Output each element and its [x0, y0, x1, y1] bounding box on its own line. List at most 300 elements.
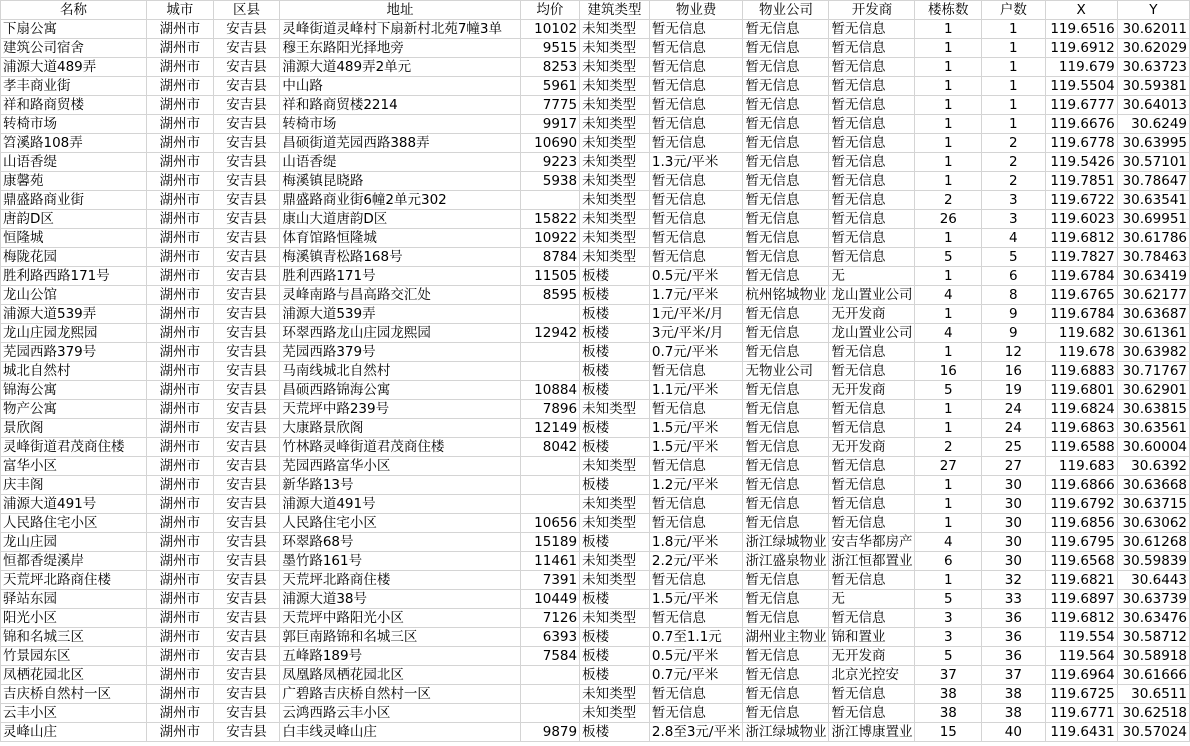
header-name[interactable]: 名称 [1, 1, 147, 20]
cell-y[interactable]: 30.78647 [1117, 172, 1189, 191]
cell-property-fee[interactable]: 1.5元/平米 [649, 590, 743, 609]
cell-y[interactable]: 30.62177 [1117, 286, 1189, 305]
cell-address[interactable]: 灵峰街道灵峰村下扇新村北苑7幢3单 [280, 20, 520, 39]
cell-x[interactable]: 119.6863 [1045, 419, 1117, 438]
cell-building-count[interactable]: 1 [915, 267, 982, 286]
cell-avg-price[interactable]: 7896 [520, 400, 580, 419]
cell-household-count[interactable]: 24 [982, 400, 1046, 419]
cell-y[interactable]: 30.60004 [1117, 438, 1189, 457]
cell-y[interactable]: 30.63815 [1117, 400, 1189, 419]
cell-address[interactable]: 穆王东路阳光择地旁 [280, 39, 520, 58]
cell-district[interactable]: 安吉县 [213, 666, 280, 685]
cell-property-company[interactable]: 暂无信息 [743, 191, 829, 210]
cell-avg-price[interactable] [520, 457, 580, 476]
cell-property-company[interactable]: 浙江绿城物业 [743, 723, 829, 742]
cell-household-count[interactable]: 2 [982, 153, 1046, 172]
cell-building-type[interactable]: 未知类型 [580, 248, 650, 267]
cell-x[interactable]: 119.6568 [1045, 552, 1117, 571]
cell-y[interactable]: 30.58918 [1117, 647, 1189, 666]
cell-x[interactable]: 119.7827 [1045, 248, 1117, 267]
cell-address[interactable]: 浦源大道489弄2单元 [280, 58, 520, 77]
cell-property-fee[interactable]: 0.5元/平米 [649, 647, 743, 666]
cell-name[interactable]: 唐韵D区 [1, 210, 147, 229]
cell-name[interactable]: 下扇公寓 [1, 20, 147, 39]
cell-building-count[interactable]: 1 [915, 172, 982, 191]
cell-household-count[interactable]: 1 [982, 20, 1046, 39]
cell-building-type[interactable]: 板楼 [580, 343, 650, 362]
cell-property-fee[interactable]: 0.7元/平米 [649, 666, 743, 685]
cell-x[interactable]: 119.6784 [1045, 267, 1117, 286]
cell-building-count[interactable]: 5 [915, 590, 982, 609]
cell-x[interactable]: 119.6676 [1045, 115, 1117, 134]
cell-city[interactable]: 湖州市 [147, 590, 214, 609]
cell-property-fee[interactable]: 2.2元/平米 [649, 552, 743, 571]
cell-building-count[interactable]: 2 [915, 438, 982, 457]
cell-building-type[interactable]: 未知类型 [580, 39, 650, 58]
cell-name[interactable]: 浦源大道491号 [1, 495, 147, 514]
cell-building-count[interactable]: 1 [915, 115, 982, 134]
cell-property-fee[interactable]: 暂无信息 [649, 58, 743, 77]
cell-developer[interactable]: 暂无信息 [829, 495, 915, 514]
cell-city[interactable]: 湖州市 [147, 210, 214, 229]
cell-household-count[interactable]: 19 [982, 381, 1046, 400]
cell-avg-price[interactable]: 8253 [520, 58, 580, 77]
cell-household-count[interactable]: 36 [982, 609, 1046, 628]
cell-avg-price[interactable]: 10102 [520, 20, 580, 39]
cell-city[interactable]: 湖州市 [147, 77, 214, 96]
cell-x[interactable]: 119.678 [1045, 343, 1117, 362]
cell-building-type[interactable]: 未知类型 [580, 400, 650, 419]
cell-name[interactable]: 锦和名城三区 [1, 628, 147, 647]
cell-household-count[interactable]: 8 [982, 286, 1046, 305]
cell-x[interactable]: 119.6866 [1045, 476, 1117, 495]
cell-avg-price[interactable]: 5961 [520, 77, 580, 96]
cell-address[interactable]: 芜园西路379号 [280, 343, 520, 362]
cell-district[interactable]: 安吉县 [213, 533, 280, 552]
cell-avg-price[interactable]: 7126 [520, 609, 580, 628]
cell-address[interactable]: 白丰线灵峰山庄 [280, 723, 520, 742]
cell-address[interactable]: 环翠路68号 [280, 533, 520, 552]
cell-property-fee[interactable]: 暂无信息 [649, 248, 743, 267]
cell-property-company[interactable]: 暂无信息 [743, 58, 829, 77]
cell-district[interactable]: 安吉县 [213, 457, 280, 476]
cell-district[interactable]: 安吉县 [213, 685, 280, 704]
cell-developer[interactable]: 暂无信息 [829, 571, 915, 590]
cell-address[interactable]: 祥和路商贸楼2214 [280, 96, 520, 115]
cell-y[interactable]: 30.62518 [1117, 704, 1189, 723]
cell-y[interactable]: 30.62901 [1117, 381, 1189, 400]
cell-name[interactable]: 恒都香缇溪岸 [1, 552, 147, 571]
cell-district[interactable]: 安吉县 [213, 286, 280, 305]
cell-developer[interactable]: 无开发商 [829, 381, 915, 400]
cell-name[interactable]: 鼎盛路商业街 [1, 191, 147, 210]
cell-building-count[interactable]: 5 [915, 381, 982, 400]
cell-district[interactable]: 安吉县 [213, 20, 280, 39]
cell-household-count[interactable]: 1 [982, 77, 1046, 96]
cell-building-type[interactable]: 板楼 [580, 628, 650, 647]
cell-avg-price[interactable]: 11461 [520, 552, 580, 571]
cell-x[interactable]: 119.7851 [1045, 172, 1117, 191]
cell-district[interactable]: 安吉县 [213, 400, 280, 419]
cell-address[interactable]: 天荒坪中路阳光小区 [280, 609, 520, 628]
cell-address[interactable]: 胜利西路171号 [280, 267, 520, 286]
cell-district[interactable]: 安吉县 [213, 362, 280, 381]
cell-property-company[interactable]: 暂无信息 [743, 666, 829, 685]
cell-city[interactable]: 湖州市 [147, 533, 214, 552]
cell-property-company[interactable]: 暂无信息 [743, 324, 829, 343]
cell-y[interactable]: 30.63561 [1117, 419, 1189, 438]
cell-y[interactable]: 30.69951 [1117, 210, 1189, 229]
cell-building-count[interactable]: 16 [915, 362, 982, 381]
cell-avg-price[interactable] [520, 666, 580, 685]
cell-property-fee[interactable]: 暂无信息 [649, 77, 743, 96]
cell-avg-price[interactable]: 8784 [520, 248, 580, 267]
cell-name[interactable]: 竹景园东区 [1, 647, 147, 666]
cell-district[interactable]: 安吉县 [213, 229, 280, 248]
cell-property-fee[interactable]: 暂无信息 [649, 39, 743, 58]
cell-district[interactable]: 安吉县 [213, 381, 280, 400]
cell-city[interactable]: 湖州市 [147, 191, 214, 210]
cell-household-count[interactable]: 30 [982, 495, 1046, 514]
cell-x[interactable]: 119.6725 [1045, 685, 1117, 704]
cell-property-company[interactable]: 浙江盛泉物业 [743, 552, 829, 571]
cell-address[interactable]: 昌硕西路锦海公寓 [280, 381, 520, 400]
cell-x[interactable]: 119.554 [1045, 628, 1117, 647]
cell-city[interactable]: 湖州市 [147, 229, 214, 248]
cell-developer[interactable]: 无开发商 [829, 647, 915, 666]
cell-name[interactable]: 芜园西路379号 [1, 343, 147, 362]
cell-building-type[interactable]: 未知类型 [580, 571, 650, 590]
cell-avg-price[interactable]: 15822 [520, 210, 580, 229]
cell-city[interactable]: 湖州市 [147, 438, 214, 457]
cell-household-count[interactable]: 32 [982, 571, 1046, 590]
cell-developer[interactable]: 暂无信息 [829, 191, 915, 210]
cell-name[interactable]: 凤栖花园北区 [1, 666, 147, 685]
cell-address[interactable]: 梅溪镇昆晓路 [280, 172, 520, 191]
cell-address[interactable]: 昌硕街道芜园西路388弄 [280, 134, 520, 153]
cell-address[interactable]: 转椅市场 [280, 115, 520, 134]
cell-building-type[interactable]: 未知类型 [580, 115, 650, 134]
cell-avg-price[interactable]: 10884 [520, 381, 580, 400]
cell-building-count[interactable]: 15 [915, 723, 982, 742]
cell-x[interactable]: 119.6824 [1045, 400, 1117, 419]
cell-x[interactable]: 119.5504 [1045, 77, 1117, 96]
cell-y[interactable]: 30.64013 [1117, 96, 1189, 115]
cell-developer[interactable]: 无 [829, 267, 915, 286]
cell-household-count[interactable]: 36 [982, 628, 1046, 647]
cell-building-count[interactable]: 1 [915, 39, 982, 58]
cell-y[interactable]: 30.63541 [1117, 191, 1189, 210]
cell-city[interactable]: 湖州市 [147, 723, 214, 742]
cell-city[interactable]: 湖州市 [147, 305, 214, 324]
cell-district[interactable]: 安吉县 [213, 590, 280, 609]
cell-property-fee[interactable]: 暂无信息 [649, 704, 743, 723]
cell-property-fee[interactable]: 1.2元/平米 [649, 476, 743, 495]
cell-address[interactable]: 大康路景欣阁 [280, 419, 520, 438]
cell-building-count[interactable]: 1 [915, 305, 982, 324]
cell-name[interactable]: 祥和路商贸楼 [1, 96, 147, 115]
cell-name[interactable]: 孝丰商业街 [1, 77, 147, 96]
cell-developer[interactable]: 北京光控安 [829, 666, 915, 685]
cell-city[interactable]: 湖州市 [147, 628, 214, 647]
cell-property-fee[interactable]: 1.5元/平米 [649, 419, 743, 438]
cell-city[interactable]: 湖州市 [147, 457, 214, 476]
cell-city[interactable]: 湖州市 [147, 362, 214, 381]
cell-city[interactable]: 湖州市 [147, 134, 214, 153]
cell-y[interactable]: 30.59381 [1117, 77, 1189, 96]
cell-developer[interactable]: 暂无信息 [829, 134, 915, 153]
cell-district[interactable]: 安吉县 [213, 419, 280, 438]
cell-developer[interactable]: 暂无信息 [829, 514, 915, 533]
cell-property-fee[interactable]: 暂无信息 [649, 20, 743, 39]
cell-name[interactable]: 梅陇花园 [1, 248, 147, 267]
cell-household-count[interactable]: 4 [982, 229, 1046, 248]
cell-name[interactable]: 胜利路西路171号 [1, 267, 147, 286]
cell-developer[interactable]: 暂无信息 [829, 229, 915, 248]
cell-city[interactable]: 湖州市 [147, 495, 214, 514]
cell-avg-price[interactable]: 8042 [520, 438, 580, 457]
cell-property-company[interactable]: 暂无信息 [743, 77, 829, 96]
cell-address[interactable]: 梅溪镇青松路168号 [280, 248, 520, 267]
cell-building-count[interactable]: 1 [915, 153, 982, 172]
cell-property-company[interactable]: 暂无信息 [743, 267, 829, 286]
cell-property-company[interactable]: 暂无信息 [743, 704, 829, 723]
cell-property-company[interactable]: 暂无信息 [743, 343, 829, 362]
header-developer[interactable]: 开发商 [829, 1, 915, 20]
cell-building-type[interactable]: 板楼 [580, 362, 650, 381]
cell-city[interactable]: 湖州市 [147, 381, 214, 400]
cell-building-count[interactable]: 37 [915, 666, 982, 685]
cell-name[interactable]: 驿站东园 [1, 590, 147, 609]
cell-address[interactable]: 鼎盛路商业街6幢2单元302 [280, 191, 520, 210]
header-avg-price[interactable]: 均价 [520, 1, 580, 20]
cell-building-count[interactable]: 6 [915, 552, 982, 571]
cell-avg-price[interactable] [520, 685, 580, 704]
cell-x[interactable]: 119.6883 [1045, 362, 1117, 381]
cell-developer[interactable]: 暂无信息 [829, 115, 915, 134]
cell-name[interactable]: 天荒坪北路商住楼 [1, 571, 147, 590]
cell-name[interactable]: 转椅市场 [1, 115, 147, 134]
cell-x[interactable]: 119.564 [1045, 647, 1117, 666]
cell-district[interactable]: 安吉县 [213, 476, 280, 495]
cell-developer[interactable]: 暂无信息 [829, 685, 915, 704]
cell-property-company[interactable]: 暂无信息 [743, 39, 829, 58]
cell-name[interactable]: 康馨苑 [1, 172, 147, 191]
header-address[interactable]: 地址 [280, 1, 520, 20]
cell-y[interactable]: 30.59839 [1117, 552, 1189, 571]
cell-building-type[interactable]: 板楼 [580, 381, 650, 400]
cell-building-count[interactable]: 38 [915, 685, 982, 704]
cell-property-fee[interactable]: 1.1元/平米 [649, 381, 743, 400]
cell-avg-price[interactable] [520, 343, 580, 362]
cell-building-count[interactable]: 4 [915, 286, 982, 305]
cell-name[interactable]: 龙山庄园 [1, 533, 147, 552]
cell-y[interactable]: 30.63062 [1117, 514, 1189, 533]
cell-y[interactable]: 30.61666 [1117, 666, 1189, 685]
cell-household-count[interactable]: 2 [982, 172, 1046, 191]
cell-district[interactable]: 安吉县 [213, 77, 280, 96]
cell-building-type[interactable]: 未知类型 [580, 172, 650, 191]
cell-name[interactable]: 龙山庄园龙熙园 [1, 324, 147, 343]
cell-district[interactable]: 安吉县 [213, 438, 280, 457]
cell-y[interactable]: 30.6511 [1117, 685, 1189, 704]
cell-y[interactable]: 30.6392 [1117, 457, 1189, 476]
cell-name[interactable]: 建筑公司宿舍 [1, 39, 147, 58]
cell-x[interactable]: 119.6722 [1045, 191, 1117, 210]
cell-district[interactable]: 安吉县 [213, 647, 280, 666]
cell-name[interactable]: 灵峰山庄 [1, 723, 147, 742]
cell-developer[interactable]: 暂无信息 [829, 39, 915, 58]
cell-property-company[interactable]: 暂无信息 [743, 647, 829, 666]
cell-developer[interactable]: 暂无信息 [829, 419, 915, 438]
cell-name[interactable]: 阳光小区 [1, 609, 147, 628]
cell-city[interactable]: 湖州市 [147, 286, 214, 305]
cell-household-count[interactable]: 40 [982, 723, 1046, 742]
cell-developer[interactable]: 暂无信息 [829, 20, 915, 39]
cell-district[interactable]: 安吉县 [213, 153, 280, 172]
cell-city[interactable]: 湖州市 [147, 514, 214, 533]
cell-property-fee[interactable]: 暂无信息 [649, 457, 743, 476]
cell-avg-price[interactable]: 7584 [520, 647, 580, 666]
cell-property-fee[interactable]: 暂无信息 [649, 514, 743, 533]
cell-developer[interactable]: 暂无信息 [829, 210, 915, 229]
cell-property-company[interactable]: 暂无信息 [743, 20, 829, 39]
cell-property-company[interactable]: 暂无信息 [743, 514, 829, 533]
cell-district[interactable]: 安吉县 [213, 210, 280, 229]
cell-property-company[interactable]: 湖州业主物业 [743, 628, 829, 647]
cell-building-type[interactable]: 未知类型 [580, 96, 650, 115]
cell-y[interactable]: 30.63476 [1117, 609, 1189, 628]
cell-city[interactable]: 湖州市 [147, 248, 214, 267]
cell-property-fee[interactable]: 3元/平米/月 [649, 324, 743, 343]
cell-avg-price[interactable]: 10922 [520, 229, 580, 248]
cell-x[interactable]: 119.6588 [1045, 438, 1117, 457]
cell-household-count[interactable]: 27 [982, 457, 1046, 476]
cell-address[interactable]: 凤凰路凤栖花园北区 [280, 666, 520, 685]
cell-city[interactable]: 湖州市 [147, 20, 214, 39]
cell-developer[interactable]: 浙江博康置业 [829, 723, 915, 742]
cell-city[interactable]: 湖州市 [147, 685, 214, 704]
cell-y[interactable]: 30.57024 [1117, 723, 1189, 742]
cell-household-count[interactable]: 36 [982, 647, 1046, 666]
cell-property-fee[interactable]: 暂无信息 [649, 229, 743, 248]
cell-building-count[interactable]: 1 [915, 96, 982, 115]
cell-district[interactable]: 安吉县 [213, 39, 280, 58]
cell-x[interactable]: 119.6023 [1045, 210, 1117, 229]
cell-building-count[interactable]: 1 [915, 495, 982, 514]
cell-y[interactable]: 30.63995 [1117, 134, 1189, 153]
cell-y[interactable]: 30.6443 [1117, 571, 1189, 590]
cell-city[interactable]: 湖州市 [147, 704, 214, 723]
cell-address[interactable]: 广碧路吉庆桥自然村一区 [280, 685, 520, 704]
cell-property-fee[interactable]: 0.7至1.1元 [649, 628, 743, 647]
cell-building-count[interactable]: 4 [915, 533, 982, 552]
cell-building-type[interactable]: 未知类型 [580, 210, 650, 229]
cell-x[interactable]: 119.679 [1045, 58, 1117, 77]
cell-address[interactable]: 新华路13号 [280, 476, 520, 495]
cell-address[interactable]: 马南线城北自然村 [280, 362, 520, 381]
cell-building-type[interactable]: 未知类型 [580, 609, 650, 628]
cell-building-count[interactable]: 4 [915, 324, 982, 343]
cell-building-count[interactable]: 1 [915, 77, 982, 96]
cell-address[interactable]: 灵峰南路与昌高路交汇处 [280, 286, 520, 305]
cell-property-fee[interactable]: 1元/平米/月 [649, 305, 743, 324]
cell-city[interactable]: 湖州市 [147, 324, 214, 343]
cell-avg-price[interactable]: 10449 [520, 590, 580, 609]
cell-property-company[interactable]: 无物业公司 [743, 362, 829, 381]
cell-developer[interactable]: 暂无信息 [829, 58, 915, 77]
cell-building-count[interactable]: 1 [915, 20, 982, 39]
header-property-fee[interactable]: 物业费 [649, 1, 743, 20]
cell-district[interactable]: 安吉县 [213, 324, 280, 343]
cell-developer[interactable]: 暂无信息 [829, 476, 915, 495]
cell-property-fee[interactable]: 暂无信息 [649, 96, 743, 115]
cell-property-fee[interactable]: 暂无信息 [649, 400, 743, 419]
cell-property-fee[interactable]: 1.5元/平米 [649, 438, 743, 457]
cell-city[interactable]: 湖州市 [147, 343, 214, 362]
cell-x[interactable]: 119.6801 [1045, 381, 1117, 400]
cell-name[interactable]: 物产公寓 [1, 400, 147, 419]
cell-district[interactable]: 安吉县 [213, 134, 280, 153]
cell-property-company[interactable]: 杭州铭城物业 [743, 286, 829, 305]
cell-household-count[interactable]: 38 [982, 704, 1046, 723]
cell-household-count[interactable]: 30 [982, 552, 1046, 571]
cell-district[interactable]: 安吉县 [213, 115, 280, 134]
cell-household-count[interactable]: 1 [982, 115, 1046, 134]
cell-household-count[interactable]: 30 [982, 514, 1046, 533]
cell-building-count[interactable]: 3 [915, 628, 982, 647]
cell-household-count[interactable]: 2 [982, 134, 1046, 153]
cell-x[interactable]: 119.5426 [1045, 153, 1117, 172]
cell-y[interactable]: 30.63687 [1117, 305, 1189, 324]
cell-household-count[interactable]: 6 [982, 267, 1046, 286]
cell-building-type[interactable]: 未知类型 [580, 552, 650, 571]
cell-avg-price[interactable]: 12942 [520, 324, 580, 343]
cell-developer[interactable]: 无开发商 [829, 438, 915, 457]
cell-building-type[interactable]: 未知类型 [580, 153, 650, 172]
cell-property-company[interactable]: 暂无信息 [743, 571, 829, 590]
cell-property-company[interactable]: 暂无信息 [743, 305, 829, 324]
cell-city[interactable]: 湖州市 [147, 267, 214, 286]
cell-avg-price[interactable]: 15189 [520, 533, 580, 552]
cell-district[interactable]: 安吉县 [213, 191, 280, 210]
cell-name[interactable]: 人民路住宅小区 [1, 514, 147, 533]
cell-developer[interactable]: 无开发商 [829, 305, 915, 324]
cell-household-count[interactable]: 1 [982, 96, 1046, 115]
cell-x[interactable]: 119.6964 [1045, 666, 1117, 685]
cell-avg-price[interactable]: 9917 [520, 115, 580, 134]
cell-building-count[interactable]: 1 [915, 419, 982, 438]
cell-household-count[interactable]: 30 [982, 533, 1046, 552]
cell-avg-price[interactable]: 6393 [520, 628, 580, 647]
cell-city[interactable]: 湖州市 [147, 666, 214, 685]
cell-address[interactable]: 浦源大道38号 [280, 590, 520, 609]
cell-city[interactable]: 湖州市 [147, 58, 214, 77]
cell-property-fee[interactable]: 暂无信息 [649, 495, 743, 514]
cell-y[interactable]: 30.61361 [1117, 324, 1189, 343]
cell-building-type[interactable]: 未知类型 [580, 229, 650, 248]
cell-x[interactable]: 119.682 [1045, 324, 1117, 343]
header-household-count[interactable]: 户数 [982, 1, 1046, 20]
cell-avg-price[interactable] [520, 704, 580, 723]
cell-address[interactable]: 康山大道唐韵D区 [280, 210, 520, 229]
cell-property-company[interactable]: 暂无信息 [743, 476, 829, 495]
cell-developer[interactable]: 浙江恒都置业 [829, 552, 915, 571]
cell-building-type[interactable]: 未知类型 [580, 20, 650, 39]
cell-y[interactable]: 30.63739 [1117, 590, 1189, 609]
cell-x[interactable]: 119.6765 [1045, 286, 1117, 305]
cell-developer[interactable]: 暂无信息 [829, 172, 915, 191]
